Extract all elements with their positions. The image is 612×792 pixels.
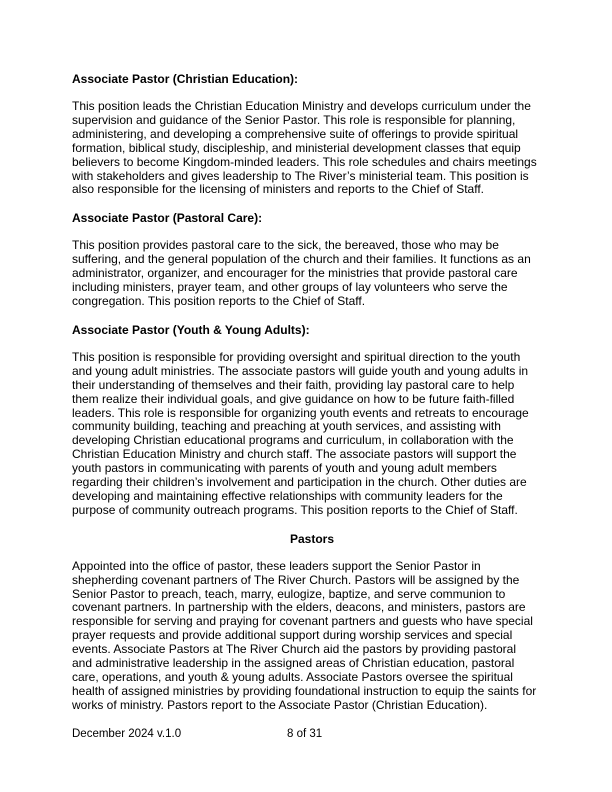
- paragraph-line: developing Christian educational programs and curriculum, in collaboration with the: [72, 433, 514, 448]
- section-paragraph: [72, 100, 552, 197]
- footer-page-number: 8 of 31: [287, 728, 323, 740]
- paragraph-line: responsible for serving and praying for covenant partners and guests who have special: [72, 614, 533, 629]
- paragraph-line: care, operations, and youth & young adults. Associate Pastors oversee the spiritual: [72, 670, 513, 684]
- section-christian-education: [72, 72, 552, 197]
- section-paragraph: [72, 560, 552, 713]
- document-page: [72, 72, 552, 727]
- section-heading: Associate Pastor (Youth & Young Adults):: [72, 322, 310, 337]
- section-heading-centered: Pastors: [289, 531, 335, 546]
- paragraph-line: events. Associate Pastors at The River Church aid the pastors by providing pastoral: [72, 642, 517, 657]
- paragraph-line: regarding their children’s involvement and participation in the church. Other duties are: [72, 475, 527, 490]
- paragraph-line: believers to become Kingdom-minded leaders. This role schedules and chairs meetings: [72, 154, 537, 169]
- footer-version: December 2024 v.1.0: [72, 728, 182, 740]
- paragraph-line: Christian Education Ministry and church staff. The associate pastors will support the: [72, 447, 517, 462]
- paragraph-line: This position provides pastoral care to the sick, the bereaved, those who may be: [72, 238, 499, 253]
- section-paragraph: [72, 351, 552, 518]
- paragraph-line: youth pastors in communicating with parents of youth and young adult members: [72, 461, 497, 476]
- section-heading: Associate Pastor (Pastoral Care):: [72, 211, 263, 226]
- paragraph-line: and young adult ministries. The associate pastors will guide youth and young adults in: [72, 363, 529, 378]
- section-pastoral-care: [72, 211, 552, 309]
- paragraph-line: This position is responsible for providing oversight and spiritual direction to the youth: [72, 349, 521, 364]
- paragraph-line: community building, teaching and preaching at youth services, and assisting with: [72, 419, 501, 434]
- paragraph-line: formation, biblical study, discipleship, and ministerial development classes that equip: [72, 140, 521, 155]
- paragraph-line: developing and maintaining effective relationships with community leaders for the: [72, 488, 503, 503]
- paragraph-line: them realize their individual goals, and give guidance on how to be future faith-filled: [72, 391, 515, 406]
- paragraph-line: administering, and developing a comprehensive suite of offerings to provide spiritual: [72, 126, 519, 141]
- section-pastors: [72, 532, 552, 713]
- paragraph-line: This position leads the Christian Education Ministry and develops curriculum under the: [72, 99, 531, 113]
- paragraph-line: and administrative leadership in the assigned areas of Christian education, pastoral: [72, 656, 515, 671]
- paragraph-line: shepherding covenant partners of The River Church. Pastors will be assigned by the: [72, 572, 520, 587]
- section-paragraph: [72, 239, 552, 309]
- paragraph-line: administrator, organizer, and encourager for the ministries that provide pastoral care: [72, 266, 518, 281]
- paragraph-line: with stakeholders and gives leadership to The River’s ministerial team. This position is: [72, 168, 529, 183]
- section-heading: Associate Pastor (Christian Education):: [72, 72, 299, 86]
- paragraph-line: health of assigned ministries by providing foundational instruction to equip the saints for: [72, 683, 537, 698]
- section-youth-young-adults: [72, 323, 552, 518]
- paragraph-line: suffering, and the general population of the church and their families. It functions as an: [72, 252, 531, 267]
- paragraph-line: supervision and guidance of the Senior Pastor. This role is responsible for planning,: [72, 112, 516, 127]
- paragraph-line: also responsible for the licensing of ministers and reports to the Chief of Staff.: [72, 182, 484, 197]
- paragraph-line: covenant partners. In partnership with the elders, deacons, and ministers, pastors are: [72, 600, 526, 615]
- paragraph-line: works of ministry. Pastors report to the Associate Pastor (Christian Education).: [72, 697, 488, 712]
- paragraph-line: Appointed into the office of pastor, these leaders support the Senior Pastor in: [72, 558, 481, 573]
- paragraph-line: their understanding of themselves and their faith, providing lay pastoral care to help: [72, 377, 515, 392]
- paragraph-line: Senior Pastor to preach, teach, marry, eulogize, baptize, and serve communion to: [72, 586, 506, 601]
- paragraph-line: purpose of community outreach programs. This position reports to the Chief of Staff.: [72, 502, 518, 517]
- paragraph-line: including ministers, prayer team, and other groups of lay volunteers who serve the: [72, 280, 508, 295]
- paragraph-line: prayer requests and provide additional support during worship services and special: [72, 628, 513, 643]
- paragraph-line: congregation. This position reports to the Chief of Staff.: [72, 293, 366, 308]
- paragraph-line: leaders. This role is responsible for organizing youth events and retreats to encourage: [72, 405, 529, 420]
